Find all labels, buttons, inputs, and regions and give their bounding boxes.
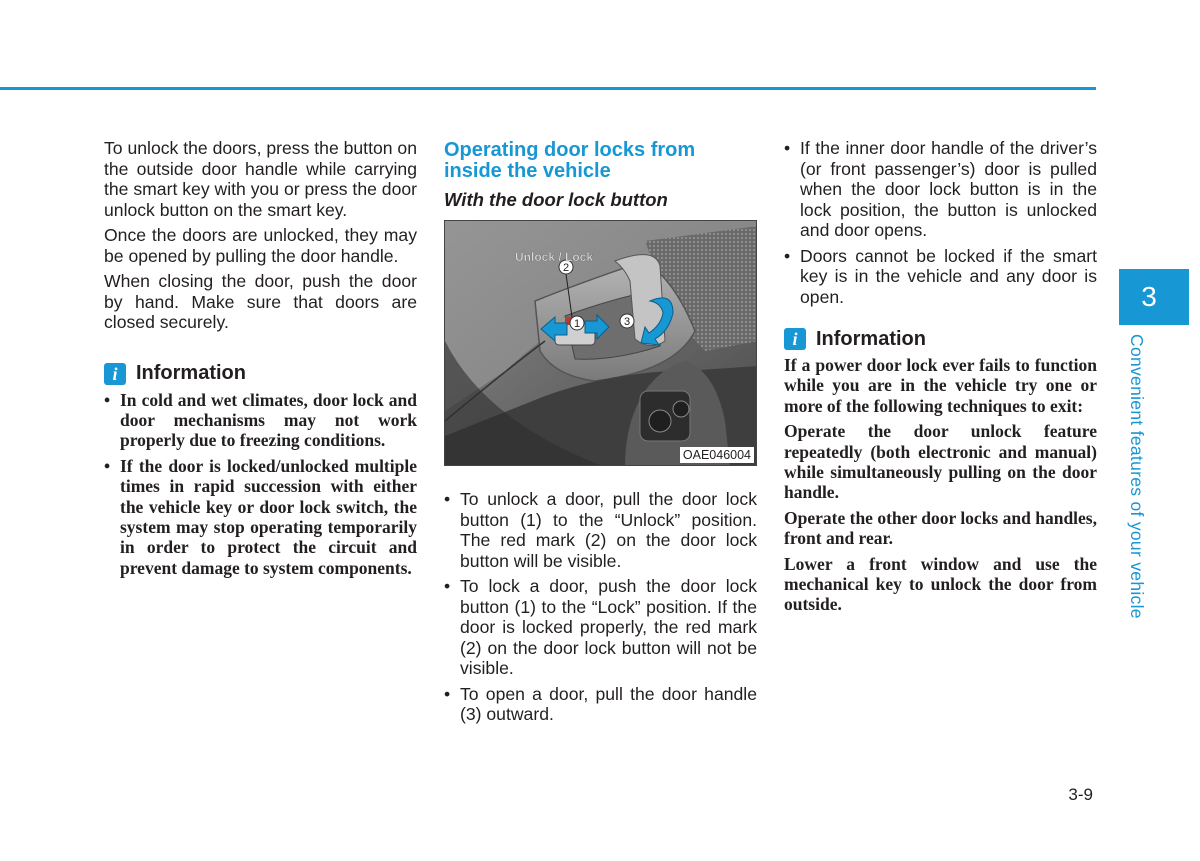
column-middle: [444, 138, 757, 730]
list-item: • Doors cannot be locked if the smart key is in the vehicle and any door is open.: [784, 246, 1097, 308]
paragraph: Operate the door unlock feature repeatedly (both electronic and manual) while simultaneously pulling on the door handle.: [784, 421, 1097, 503]
figure-caption: Unlock / Lock: [515, 250, 594, 264]
callout-1: 1: [573, 318, 581, 330]
info-icon: i: [784, 328, 806, 350]
information-body: [784, 355, 1097, 615]
paragraph: Operate the other door locks and handles, front and rear.: [784, 507, 1097, 549]
door-lock-figure: [444, 220, 757, 466]
intro-text: [104, 138, 417, 333]
door-lock-steps: [444, 489, 757, 725]
paragraph: Once the doors are unlocked, they may be opened by pulling the door handle.: [104, 225, 417, 266]
header-rule: [0, 87, 1096, 90]
figure-code: OAE046004: [680, 447, 754, 463]
list-item: • If the door is locked/unlocked multiple times in rapid succession with either the vehicle key or door lock switch, the system may stop operating temporarily in order to protect the circuit and prevent damage to system components.: [104, 456, 417, 578]
subsection-title: With the door lock button: [444, 189, 668, 210]
list-item: • To lock a door, push the door lock button (1) to the “Lock” position. If the door is locked properly, the red mark (2) on the door lock button will not be visible.: [444, 576, 757, 679]
information-heading: [104, 362, 417, 386]
paragraph: To unlock the doors, press the button on the outside door handle while carrying the smart key with you or press the door unlock button on the smart key.: [104, 138, 417, 220]
information-title: Information: [816, 327, 926, 350]
chapter-title: Convenient features of your vehicle: [1127, 334, 1147, 619]
list-item: • If the inner door handle of the driver’s (or front passenger’s) door is pulled when the door lock button is in the lock position, the button is unlocked and door opens.: [784, 138, 1097, 241]
door-handle-notes: [784, 138, 1097, 307]
column-right: [784, 138, 1097, 620]
chapter-tab: 3: [1119, 269, 1189, 325]
list-item: • In cold and wet climates, door lock and door mechanisms may not work properly due to freezing conditions.: [104, 390, 417, 451]
list-item: • To open a door, pull the door handle (3) outward.: [444, 684, 757, 725]
information-heading: [784, 327, 1097, 351]
paragraph: Lower a front window and use the mechanical key to unlock the door from outside.: [784, 553, 1097, 615]
section-title: Operating door locks from inside the vehicle: [444, 139, 696, 182]
page-number: 3-9: [1068, 785, 1093, 804]
list-item: • To unlock a door, pull the door lock button (1) to the “Unlock” position. The red mark (2) on the door lock button will be visible.: [444, 489, 757, 571]
callout-2: 2: [562, 262, 570, 274]
door-panel-illustration: [445, 221, 757, 466]
column-left: [104, 138, 417, 583]
paragraph: When closing the door, push the door by hand. Make sure that doors are closed securely.: [104, 271, 417, 332]
info-icon: i: [104, 363, 126, 385]
callout-3: 3: [623, 316, 631, 328]
paragraph: If a power door lock ever fails to function while you are in the vehicle try one or more of the following techniques to exit:: [784, 355, 1097, 416]
information-list: [104, 390, 417, 579]
information-title: Information: [136, 362, 246, 384]
